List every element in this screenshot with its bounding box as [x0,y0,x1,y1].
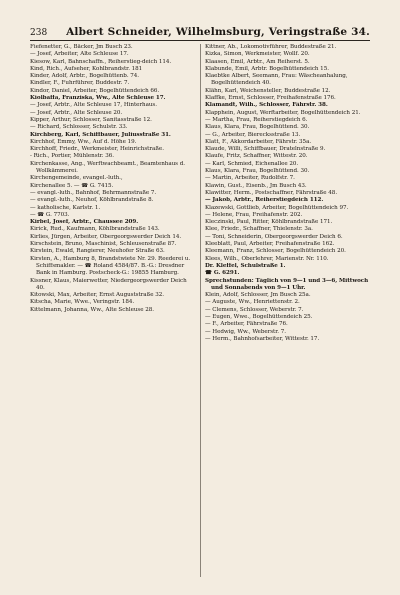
directory-entry: — Josef, Arbtr., Alte Schleuse 17, Hinterhaus. [30,102,157,109]
directory-entry: Kitscha, Marie, Wwe., Veringstr. 184. [30,299,135,306]
directory-entry: Kirchhof, Emmy, Ww., Auf d. Höhe 19. [30,138,137,145]
directory-entry: Dr. Kleffel, Schulstraße 1. [205,262,286,269]
directory-entry: — Herm., Bahnhofsarbeiter, Wittestr. 17. [205,335,320,342]
directory-entry: Kiesow, Karl, Bahnschaffn., Reiherstieg-deich 114. [30,58,172,65]
directory-entry: Kirick, Rud., Kaufmann, Köhlbrandstraße 143. [30,226,160,233]
directory-entry: Klaebtke Albert, Seemann, Frau: Wäscheanhalung, Bogelhüttendeich 40. [205,73,348,87]
directory-entry: — Hedwig, Ww., Weberstr. 7. [205,328,286,335]
directory-entry: Kinder, Adolf, Arbtr., Bogelhüttenb. 74. [30,73,140,80]
directory-entry: — Clemens, Schlosser, Weberstr. 7. [205,306,304,313]
directory-entry: Kirlies, Jürgen, Arbeiter, Obergeorgswerder Deich 14. [30,233,182,240]
left-column [30,44,196,314]
directory-entry: Kleczinski, Paul, Ritter, Köhlbrandstraße 171. [205,219,333,226]
directory-entry: Kindor, Daniel, Arbeiter, Bogelhüttendeich 66. [30,87,160,94]
directory-entry: — Josef, Arbtr., Alte Schleuse 20. [30,109,123,116]
right-column [205,44,371,343]
directory-entry: - Rich., Portier, Mühlenstr. 36. [30,153,114,160]
directory-entry: — Jakob, Arbtr., Reiherstiegdeich 112. [205,197,324,204]
directory-entry: Kirchengemeinde, evangel.-luth., [30,175,123,182]
directory-entry: — Toni, Schneiderin, Obergeorgswerder Deich 6. [205,233,343,240]
directory-entry: Klaude, Willi, Schiffbauer, Dratelnstraße 9. [205,146,326,153]
directory-entry: Klee, Friedr., Schaffner, Thielenstr. 3a. [205,226,313,233]
directory-entry: Klawin, Gust., Eisenb., Jm Busch 43. [205,182,307,189]
directory-entry: Kind, Rich., Aufseher, Kohlbrandstr. 181 [30,65,143,72]
directory-entry: — F., Arbeiter, Fährstraße 76. [205,321,288,328]
directory-entry: Klaus, Klara, Frau, Bogelhüttend. 30. [205,124,310,131]
directory-entry: — Karl, Schmied, Eichenallee 20. [205,160,299,167]
page-header [30,26,370,40]
directory-entry: Kirschstein, Bruno, Maschinist, Schleusenstraße 87. [30,241,177,248]
directory-entry: — Eugen, Wwe., Bogelhüttendeich 25. [205,313,313,320]
directory-entry: Kissner, Klaus, Maierwetter, Niedergeorgswerder Deich 40. [30,277,187,291]
header-rule [30,40,370,41]
directory-entry: — Helene, Frau, Freihafenstr. 202. [205,211,303,218]
directory-entry: Klazewski, Gottlieb, Arbeiter, Bogelhüttendeich 97. [205,204,349,211]
directory-entry: Klein, Adolf, Schlosser, Jm Busch 25a. [205,292,311,299]
directory-entry: — G., Arbeiter, Bierecksstraße 13. [205,131,301,138]
page-title: Albert Schneider, Wilhelmsburg, Veringstraße 34. [66,26,370,38]
directory-entry: Klapphein, August, Werftarbeiter, Bogelhüttendeich 21. [205,109,361,116]
directory-entry: Klaus, Klara, Frau, Bogelhüttend. 30. [205,168,310,175]
directory-entry: Fiefenetter, G., Bäcker, Jm Busch 23. [30,44,133,50]
directory-entry: Kittelmann, Johanna, Ww., Alte Schleuse 28. [30,306,154,313]
directory-entry: Klawitter, Herm., Postschaffner, Fährstraße 48. [205,189,338,196]
directory-entry: Klatt, F., Akkordarbeiter, Fährstr. 35a. [205,138,312,145]
directory-entry: Kirstein, Ewald, Rangierer, Neuhofer Straße 63. [30,248,165,255]
directory-entry: Kirsten, A., Hamburg 8, Brandstwiete Nr. 29. Reederei u. Schiffsmakler. — ☎ Roland 4584/87. B.-G.: Dresdner Bank in Hamburg. Postscheck-G.: 19855 Hamburg. [30,255,191,277]
directory-entry: — evangl.-luth., Neuhof, Köhlbrandstraße 8. [30,197,154,204]
directory-entry: Klees, Wilh., Oberlehrer, Marienstr. Nr. 110. [205,255,329,262]
directory-entry: Kleeblatt, Paul, Arbeiter, Freihafenstraße 162. [205,241,335,248]
directory-entry: — Martha, Frau, Reiherstiegdeich 6. [205,116,308,123]
directory-entry: — Martin, Arbeiter, Rudolfstr. 7. [205,175,295,182]
directory-entry: — Richard, Schlosser, Schulstr. 33. [30,124,128,131]
directory-entry: Klaufe, Fritz, Schaffner, Wittestr. 20. [205,153,308,160]
directory-entry: Kirchenkasse, Ang., Werftwachbeamt., Beamtenhaus d. Wollkämmerei. [30,160,185,175]
directory-entry: — Josef, Arbeiter, Alte Schleuse 17. [30,51,129,58]
directory-entry: Kirchenallee 5. — ☎ G. 7415. [30,182,114,189]
directory-entry: Klaasen, Emil, Arbtr., Am Reiherst. 5. [205,58,310,65]
directory-entry: Kittner, Ab., Lokomotivführer, Buddestraße 21. [205,44,337,50]
directory-entry: Klamandt, Wilh., Schlosser, Fährstr. 38. [205,102,328,109]
directory-entry: Kindler, F., Fuhrführer, Buddestr. 7. [30,80,130,87]
directory-entry: ☎ G. 6291. [205,270,240,277]
directory-entry: Klaffke, Ernst, Schlosser, Freihafenstraße 176. [205,95,336,102]
column-divider [200,44,201,577]
page-number: 238 [30,28,48,38]
directory-entry: Klähn, Karl, Weichensteller, Buddestraße 12. [205,87,331,94]
directory-entry: — katholische, Karlstr. 1. [30,204,101,211]
directory-entry: Kitowski, Max, Arbeiter, Ernst Auguststraße 32. [30,292,165,299]
directory-entry: — evangl.-luth., Bahnhof, Behrmannstraße 7. [30,189,157,196]
directory-entry: Kirchberg, Karl, Schiffbauer, Juliusstraße 31. [30,131,171,138]
directory-entry: Sprechstunden: Täglich von 9—1 und 3—6, Mittwoch und Sonnabends von 9—1 Uhr. [205,277,369,291]
directory-entry: — ☎ G. 7703. [30,211,70,218]
directory-entry: — Auguste, Ww., Henriettenstr. 2. [205,299,300,306]
directory-entry: Kirbel, Josef, Arbtr., Chaussee 209. [30,219,139,226]
directory-entry: Klabunde, Emil, Arbtr. Bogelhüttendeich 15. [205,65,329,72]
directory-entry: Kiolbaffa, Franziska, Ww., Alte Schleuse 17. [30,95,166,102]
directory-entry: Kipper, Arthur, Schlosser, Sanitasstraße 12. [30,116,152,123]
directory-entry: Kirchhoff, Friedr., Werkmeister, Heinrichstraße. [30,146,164,153]
directory-entry: Kizka, Simon, Werkmeister, Wollf. 20. [205,51,310,58]
directory-entry: Kleemann, Franz, Schlosser, Bogelhüttendeich 20. [205,248,346,255]
